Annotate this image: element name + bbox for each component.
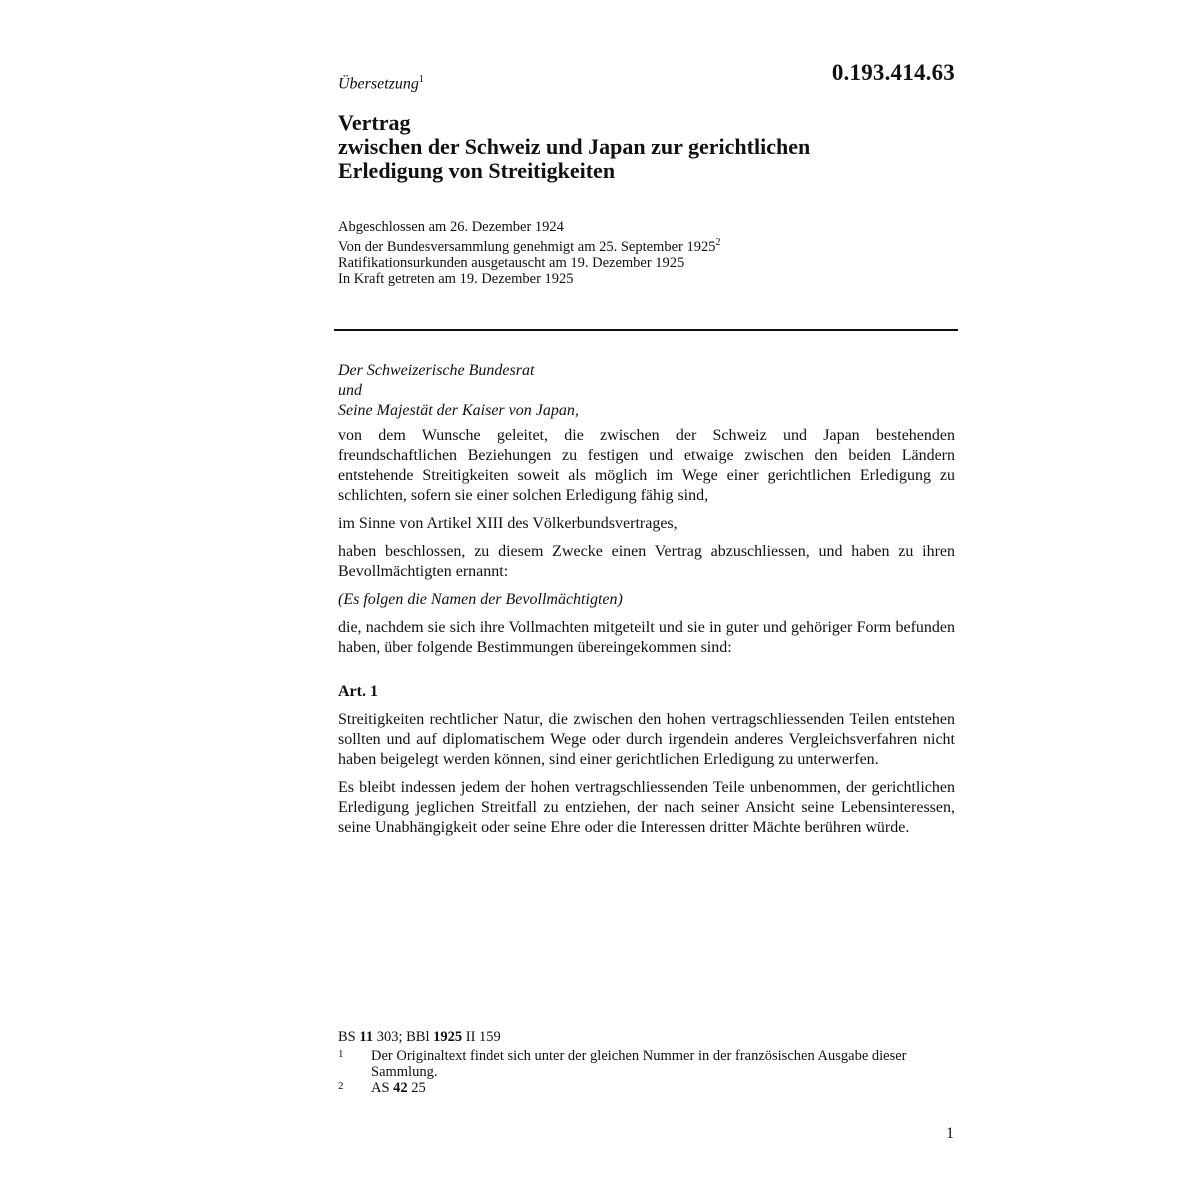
source-middle: 303; BBl [373, 1029, 434, 1045]
page-number: 1 [946, 1125, 954, 1142]
title-line-2: zwischen der Schweiz und Japan zur gerichtlichen [338, 134, 811, 159]
contracting-parties [338, 361, 955, 421]
party-2: Seine Majestät der Kaiser von Japan, [338, 402, 579, 419]
footnote-2-text [371, 1080, 938, 1096]
preamble-paragraph-2: im Sinne von Artikel XIII des Völkerbundsvertrages, [338, 515, 678, 532]
meta-in-force: In Kraft getreten am 19. Dezember 1925 [338, 270, 574, 287]
document-body [338, 361, 955, 846]
source-prefix: BS [338, 1029, 360, 1045]
meta-ratified: Ratifikationsurkunden ausgetauscht am 19. Dezember 1925 [338, 254, 685, 271]
footnote-2-number: 2 [338, 1080, 344, 1092]
document-title [338, 111, 810, 183]
section-divider [334, 329, 958, 331]
treaty-metadata [338, 219, 720, 287]
footnote-1 [338, 1048, 938, 1080]
preamble-paragraph-3: haben beschlossen, zu diesem Zwecke einen Vertrag abzuschliessen, und haben zu ihren Bevollmächtigten ernannt: [338, 543, 955, 580]
source-suffix: II 159 [462, 1029, 501, 1045]
footnotes [338, 1029, 938, 1096]
source-volume: 11 [359, 1029, 374, 1045]
title-line-1: Vertrag [338, 110, 411, 135]
party-1: Der Schweizerische Bundesrat [338, 362, 535, 379]
footnote-ref-2[interactable]: 2 [715, 237, 721, 248]
meta-approved [338, 235, 720, 255]
footnote-ref-1[interactable]: 1 [418, 74, 424, 85]
footnote-2-suffix: 25 [407, 1080, 426, 1096]
sr-number: 0.193.414.63 [831, 60, 955, 85]
preamble-paragraph-4: (Es folgen die Namen der Bevollmächtigten) [338, 591, 623, 608]
source-reference [338, 1029, 938, 1045]
footnote-2-volume: 42 [393, 1080, 408, 1096]
footnote-1-number: 1 [338, 1048, 344, 1060]
title-line-3: Erledigung von Streitigkeiten [338, 158, 616, 183]
source-year: 1925 [433, 1029, 463, 1045]
footnote-1-text: Der Originaltext findet sich unter der gleichen Nummer in der französischen Ausgabe dieser Sammlung. [371, 1048, 907, 1080]
footnote-2 [338, 1080, 938, 1096]
preamble-paragraph-5: die, nachdem sie sich ihre Vollmachten mitgeteilt und sie in guter und gehöriger Form befunden haben, über folgende Bestimmungen übereingekommen sind: [338, 619, 955, 656]
meta-approved-text: Von der Bundesversammlung genehmigt am 25. September 1925 [338, 238, 716, 255]
meta-concluded: Abgeschlossen am 26. Dezember 1924 [338, 219, 564, 235]
translation-label [338, 74, 424, 93]
preamble-paragraph-1: von dem Wunsche geleitet, die zwischen der Schweiz und Japan bestehenden freundschaftlichen Beziehungen zu festigen und etwaige zwischen den beiden Ländern entstehende Streitigkeiten soweit als möglich im Wege einer gerichtlichen Erledigung zu schlichten, sofern sie einer solchen Erledigung fähig sind, [338, 427, 955, 504]
footnote-2-prefix: AS [371, 1080, 394, 1096]
article-1-paragraph-2: Es bleibt indessen jedem der hohen vertragschliessenden Teile unbenommen, der gerichtlichen Erledigung jeglichen Streitfall zu entziehen, der nach seiner Ansicht seine Lebensinteressen, seine Unabhängigkeit oder seine Ehre oder die Interessen dritter Mächte berühren würde. [338, 779, 955, 836]
party-conjunction: und [338, 382, 362, 399]
article-1-heading: Art. 1 [338, 683, 378, 700]
translation-label-text: Übersetzung [338, 75, 419, 93]
article-1-paragraph-1: Streitigkeiten rechtlicher Natur, die zwischen den hohen vertragschliessenden Teilen entstehen sollten und auf diplomatischem Wege oder durch irgendein anderes Vergleichsverfahren nicht haben beigelegt werden können, sind einer gerichtlichen Erledigung zu unterwerfen. [338, 711, 955, 768]
